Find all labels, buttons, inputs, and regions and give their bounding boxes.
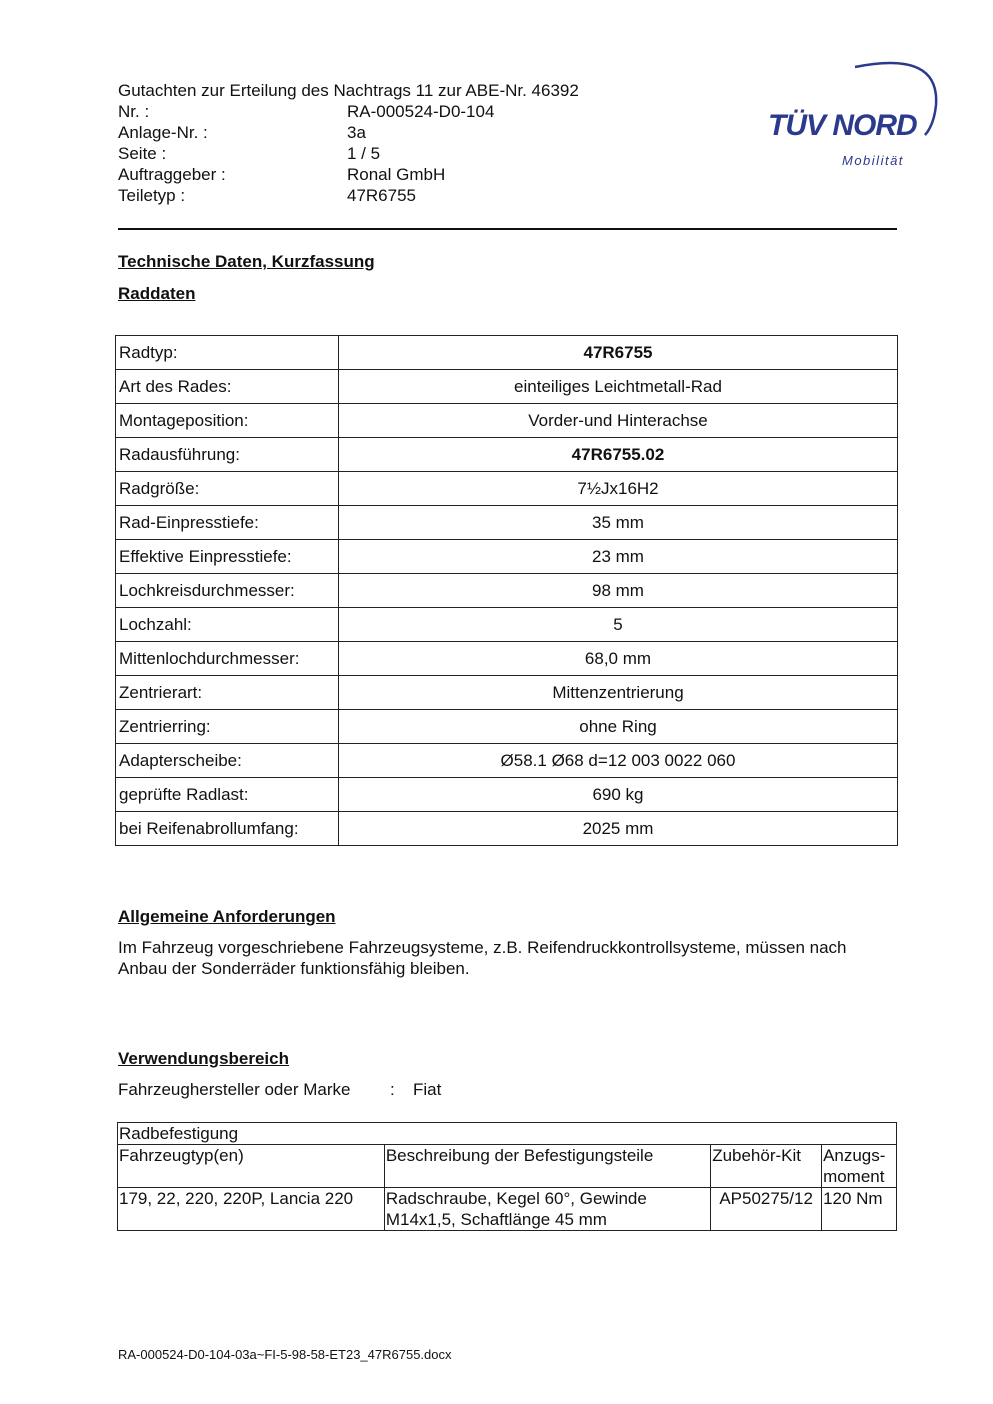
verwendung-title: Verwendungsbereich	[118, 1049, 289, 1068]
column-header: Anzugs-moment	[822, 1145, 897, 1188]
row-value: 690 kg	[339, 778, 898, 812]
table-cell: AP50275/12	[711, 1188, 822, 1231]
row-value: 68,0 mm	[339, 642, 898, 676]
section-title: Technische Daten, Kurzfassung	[118, 252, 375, 271]
row-label: Montageposition:	[116, 404, 339, 438]
row-label: Zentrierart:	[116, 676, 339, 710]
header-value: 1 / 5	[347, 144, 381, 163]
header-row	[118, 122, 579, 143]
row-value: 98 mm	[339, 574, 898, 608]
table-row	[116, 472, 898, 506]
row-label: Radausführung:	[116, 438, 339, 472]
row-label: Effektive Einpresstiefe:	[116, 540, 339, 574]
column-header: Beschreibung der Befestigungsteile	[384, 1145, 710, 1188]
header-divider	[118, 228, 897, 230]
header-label: Seite :	[118, 144, 167, 163]
row-label: geprüfte Radlast:	[116, 778, 339, 812]
header-label: Nr. :	[118, 102, 150, 121]
document-title: Gutachten zur Erteilung des Nachtrags 11 zur ABE-Nr. 46392	[118, 81, 579, 100]
row-label: Lochkreisdurchmesser:	[116, 574, 339, 608]
logo-brand-text: TÜV NORD	[768, 109, 917, 142]
maker-line	[118, 1080, 441, 1100]
column-header: Zubehör-Kit	[711, 1145, 822, 1188]
row-value: 47R6755	[339, 336, 898, 370]
table-row	[116, 608, 898, 642]
table-row	[116, 370, 898, 404]
table-row	[116, 710, 898, 744]
allgemein-text: Im Fahrzeug vorgeschriebene Fahrzeugsysteme, z.B. Reifendruckkontrollsysteme, müssen nach Anbau der Sonderräder funktionsfähig bleiben.	[118, 938, 847, 978]
column-header: Fahrzeugtyp(en)	[118, 1145, 385, 1188]
maker-label: Fahrzeughersteller oder Marke	[118, 1080, 351, 1099]
table-row	[116, 336, 898, 370]
row-value: 47R6755.02	[339, 438, 898, 472]
row-label: Adapterscheibe:	[116, 744, 339, 778]
table-row	[116, 540, 898, 574]
header-row	[118, 185, 579, 206]
maker-value: Fiat	[413, 1080, 442, 1099]
table-cell: Radschraube, Kegel 60°, Gewinde M14x1,5, Schaftlänge 45 mm	[384, 1188, 710, 1231]
header-value: 3a	[347, 123, 366, 142]
footer-filename: RA-000524-D0-104-03a~FI-5-98-58-ET23_47R6755.docx	[118, 1347, 452, 1362]
row-label: Lochzahl:	[116, 608, 339, 642]
table-row	[116, 744, 898, 778]
row-value: ohne Ring	[339, 710, 898, 744]
table-row	[116, 506, 898, 540]
befestigung-table	[117, 1122, 897, 1231]
raddaten-table	[115, 335, 898, 846]
row-label: Mittenlochdurchmesser:	[116, 642, 339, 676]
table-row	[116, 676, 898, 710]
befestigung-caption: Radbefestigung	[118, 1123, 897, 1145]
logo-sub-text: Mobilität	[842, 153, 904, 168]
tuv-nord-logo	[760, 55, 945, 175]
row-label: Radgröße:	[116, 472, 339, 506]
row-label: Art des Rades:	[116, 370, 339, 404]
row-value: 7½Jx16H2	[339, 472, 898, 506]
table-cell: 120 Nm	[822, 1188, 897, 1231]
table-row	[116, 404, 898, 438]
table-row	[116, 642, 898, 676]
header-row	[118, 101, 579, 122]
row-value: Mittenzentrierung	[339, 676, 898, 710]
header-label: Anlage-Nr. :	[118, 123, 208, 142]
table-row	[116, 778, 898, 812]
header-value: 47R6755	[347, 186, 417, 205]
row-label: Zentrierring:	[116, 710, 339, 744]
row-value: Vorder-und Hinterachse	[339, 404, 898, 438]
row-value: 23 mm	[339, 540, 898, 574]
table-row	[116, 812, 898, 846]
row-value: 2025 mm	[339, 812, 898, 846]
header-value: Ronal GmbH	[347, 165, 446, 184]
document-header	[118, 80, 579, 206]
header-label: Auftraggeber :	[118, 165, 226, 184]
header-value: RA-000524-D0-104	[347, 102, 495, 121]
section-subtitle: Raddaten	[118, 284, 196, 303]
table-row	[116, 574, 898, 608]
row-label: Radtyp:	[116, 336, 339, 370]
allgemein-title: Allgemeine Anforderungen	[118, 907, 336, 926]
row-value: einteiliges Leichtmetall-Rad	[339, 370, 898, 404]
row-value: 35 mm	[339, 506, 898, 540]
table-cell: 179, 22, 220, 220P, Lancia 220	[118, 1188, 385, 1231]
row-value: 5	[339, 608, 898, 642]
row-value: Ø58.1 Ø68 d=12 003 0022 060	[339, 744, 898, 778]
row-label: bei Reifenabrollumfang:	[116, 812, 339, 846]
maker-separator: :	[390, 1080, 395, 1099]
table-row	[116, 438, 898, 472]
row-label: Rad-Einpresstiefe:	[116, 506, 339, 540]
header-row	[118, 143, 579, 164]
header-row	[118, 164, 579, 185]
header-label: Teiletyp :	[118, 186, 186, 205]
